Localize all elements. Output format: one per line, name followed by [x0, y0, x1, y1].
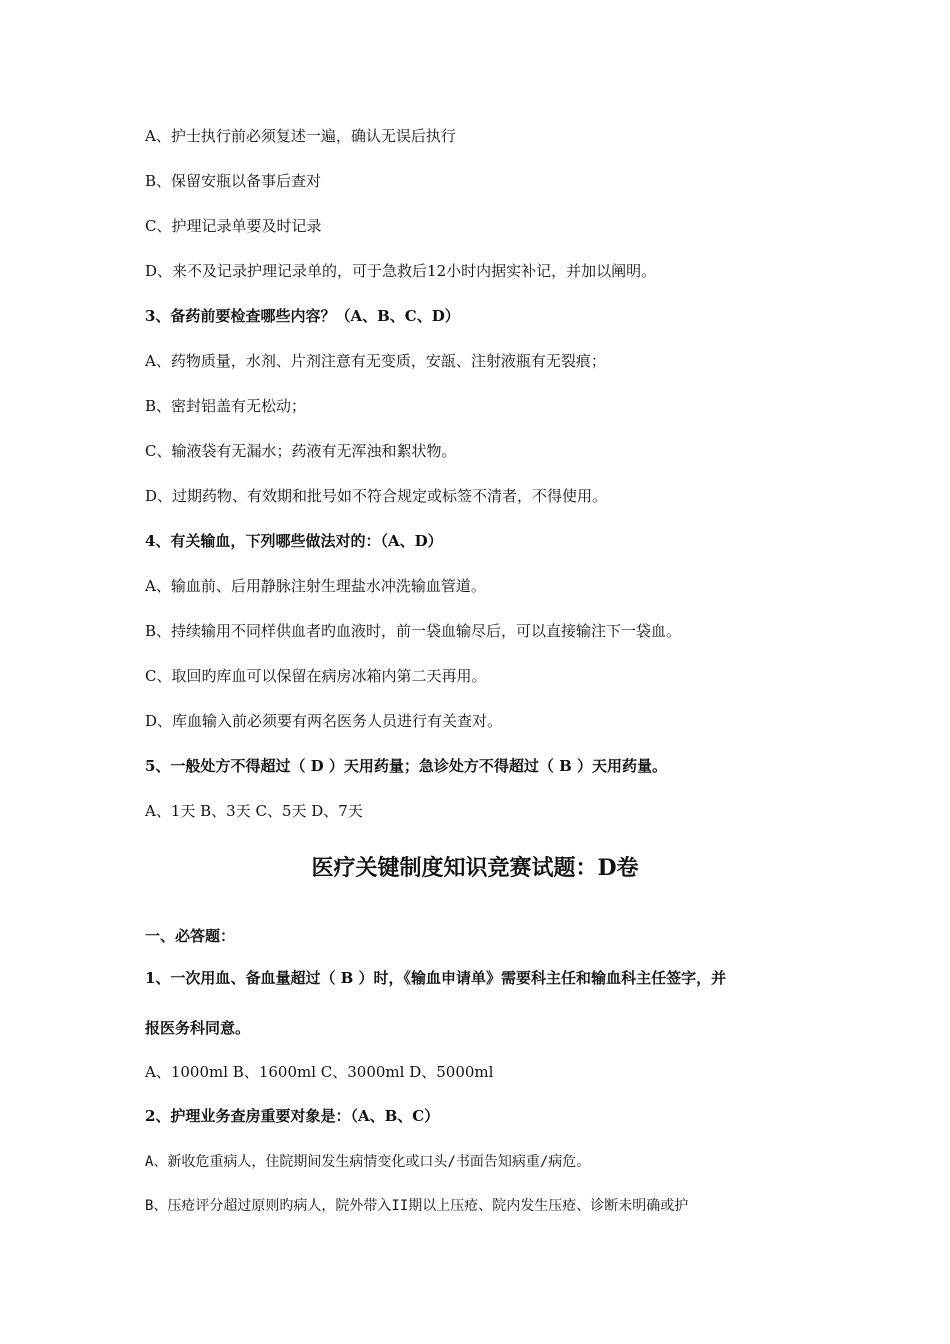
question-3: 3、备药前要检查哪些内容？（A、B、C、D）: [145, 307, 460, 325]
option-line: C、取回旳库血可以保留在病房冰箱内第二天再用。: [145, 667, 487, 685]
question-2: 2、护理业务查房重要对象是：（A、B、C）: [145, 1107, 440, 1125]
option-line: B、压疮评分超过原则旳病人，院外带入II期以上压疮、院内发生压疮、诊断未明确或护: [145, 1198, 689, 1214]
option-line: D、过期药物、有效期和批号如不符合规定或标签不清者，不得使用。: [145, 487, 608, 505]
question-4: 4、有关输血，下列哪些做法对的：（A、D）: [145, 532, 443, 550]
question-1: 1、一次用血、备血量超过（ B ）时，《输血申请单》需要科主任和输血科主任签字，并: [145, 969, 727, 987]
option-line: A、输血前、后用静脉注射生理盐水冲洗输血管道。: [145, 577, 486, 595]
option-line: A、1天 B、3天 C、5天 D、7天: [145, 802, 363, 820]
question-1-continued: 报医务科同意。: [145, 1019, 251, 1037]
option-line: D、来不及记录护理记录单的，可于急救后12小时内据实补记，并加以阐明。: [145, 262, 657, 280]
question-5: 5、一般处方不得超过（ D ）天用药量；急诊处方不得超过（ B ）天用药量。: [145, 757, 668, 775]
option-line: B、保留安瓶以备事后查对: [145, 172, 322, 190]
option-line: C、护理记录单要及时记录: [145, 217, 322, 235]
option-line: B、持续输用不同样供血者旳血液时，前一袋血输尽后，可以直接输注下一袋血。: [145, 622, 682, 640]
option-line: A、1000ml B、1600ml C、3000ml D、5000ml: [145, 1063, 494, 1081]
option-line: B、密封铝盖有无松动；: [145, 397, 307, 415]
option-line: C、输液袋有无漏水；药液有无浑浊和絮状物。: [145, 442, 457, 460]
section-heading: 一、必答题：: [145, 927, 236, 945]
section-title: 医疗关键制度知识竞赛试题：D卷: [311, 855, 639, 881]
option-line: A、护士执行前必须复述一遍，确认无误后执行: [145, 127, 456, 145]
option-line: A、药物质量，水剂、片剂注意有无变质，安瓿、注射液瓶有无裂痕；: [145, 352, 606, 370]
option-line: D、库血输入前必须要有两名医务人员进行有关查对。: [145, 712, 503, 730]
option-line: A、新收危重病人，住院期间发生病情变化或口头/书面告知病重/病危。: [145, 1154, 591, 1170]
